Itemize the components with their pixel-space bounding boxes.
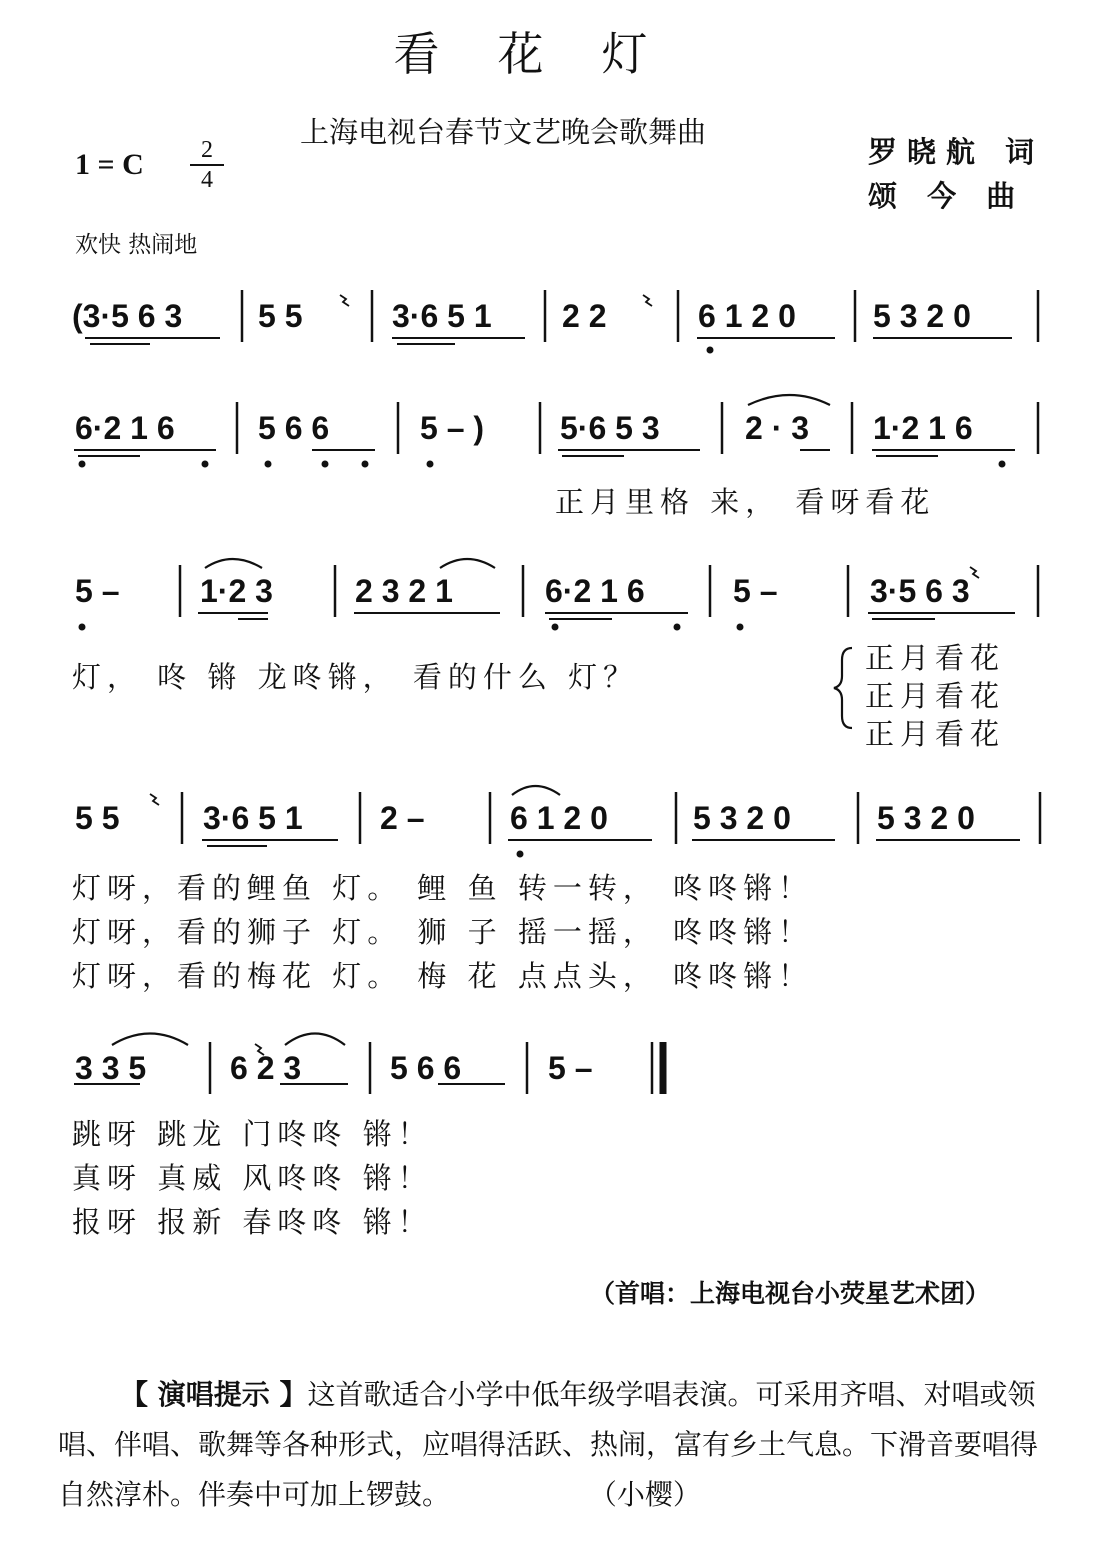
measure: 5 5 [75,800,120,836]
lyric-line: 灯， 咚 锵 龙咚锵， 看的什么 灯？ [72,660,639,694]
song-title: 看花灯 [393,27,706,81]
tempo-marking: 欢快 热闹地 [75,232,198,258]
brace-lyric: 正月看花 [865,717,1006,751]
measure: 5 5 [258,298,303,334]
brace-lyric: 正月看花 [865,641,1006,675]
measure: 6 1 2 0 [510,800,608,836]
measure: 2 – [380,800,425,836]
key-signature: 1 = C [75,148,144,181]
lyric-line: 灯呀，看的狮子 灯。 狮 子 摇一摇， 咚咚锵！ [72,915,814,949]
measure: 3 3 5 [75,1050,147,1086]
time-denominator: 4 [201,167,213,193]
rhythm-underlines [74,338,1020,1084]
lyricist-credit: 罗晓航 词 [868,135,1045,169]
measure: 5 3 2 0 [693,800,791,836]
measure: 5 – [548,1050,593,1086]
premiere-note: （首唱：上海电视台小荧星艺术团） [590,1279,991,1308]
measure: 3·5 6 3 [870,573,970,609]
lyric-line: 灯呀，看的梅花 灯。 梅 花 点点头， 咚咚锵！ [72,959,814,993]
measure: 5 – ) [420,410,485,446]
slide-marks [150,295,979,1055]
brace-lyric: 正月看花 [865,679,1006,713]
measure: 5 – [75,573,120,609]
lyric-line: 真呀 真威 风咚咚 锵！ [72,1161,433,1195]
measure: 1·2 3 [200,573,273,609]
lyric-line: 跳呀 跳龙 门咚咚 锵！ [72,1117,433,1151]
verse-brace [834,648,852,728]
measure: 5 3 2 0 [877,800,975,836]
measure: 5 – [733,573,778,609]
tips-label: 【 演唱提示 】 [120,1378,308,1411]
composer-credit: 颂 今 曲 [868,179,1026,213]
measure: (3·5 6 3 [72,298,183,334]
measure: 3·6 5 1 [392,298,492,334]
song-subtitle: 上海电视台春节文艺晚会歌舞曲 [300,115,707,149]
time-numerator: 2 [201,137,213,163]
slurs [112,395,830,1045]
tips-author: （小樱） [588,1478,701,1511]
measure: 6·2 1 6 [545,573,645,609]
measure: 2 · 3 [745,410,810,446]
measure: 1·2 1 6 [873,410,973,446]
bar-lines [180,290,1040,1094]
performance-tips [58,1370,1048,1520]
measure: 6 1 2 0 [698,298,796,334]
lyric-line: 灯呀，看的鲤鱼 灯。 鲤 鱼 转一转， 咚咚锵！ [72,871,814,905]
measure: 5 6 6 [258,410,330,446]
lyric-line: 正月里格 来， 看呀看花 [555,485,936,519]
measure: 5 3 2 0 [873,298,971,334]
measure: 3·6 5 1 [203,800,303,836]
final-bar-line [652,1042,663,1094]
measure: 5 6 6 [390,1050,462,1086]
lyric-line: 报呀 报新 春咚咚 锵！ [72,1205,433,1239]
measure: 6 2 3 [230,1050,302,1086]
measure: 2 2 [562,298,607,334]
measure: 5·6 5 3 [560,410,660,446]
octave-dots [79,347,1006,858]
tips-text: 这首歌适合小学中低年级学唱表演。可采用齐唱、对唱或领唱、伴唱、歌舞等各种形式，应唱得活跃、热闹，富有乡土气息。下滑音要唱得自然淳朴。伴奏中可加上锣鼓。 [58,1378,1039,1511]
measure: 2 3 2 1 [355,573,453,609]
measure: 6·2 1 6 [75,410,175,446]
